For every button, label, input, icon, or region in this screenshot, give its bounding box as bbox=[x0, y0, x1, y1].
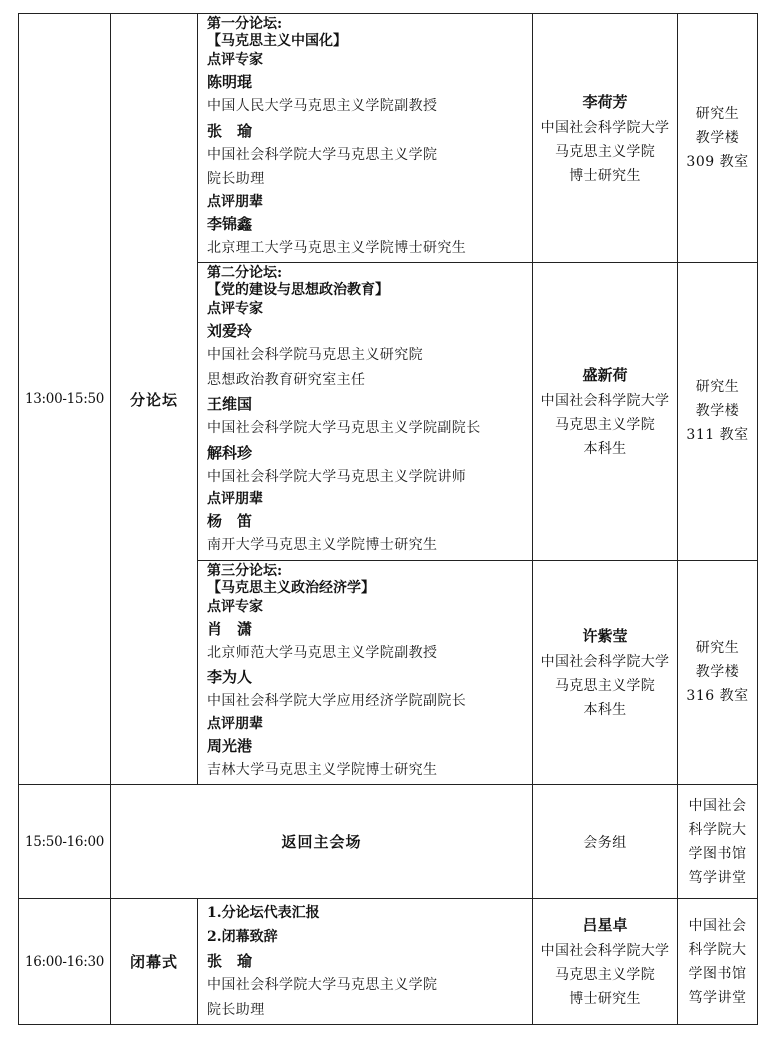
peer-name: 李锦鑫 bbox=[207, 214, 253, 233]
forum-title: 第三分论坛: bbox=[207, 562, 283, 579]
speaker-affiliation: 中国社会科学院大学马克思主义学院 bbox=[207, 977, 438, 993]
expert-affiliation: 思想政治教育研究室主任 bbox=[207, 371, 366, 388]
host-affiliation: 中国社会科学院大学 bbox=[540, 392, 670, 409]
location-line: 研究生 bbox=[695, 106, 740, 122]
location-cell bbox=[678, 785, 758, 899]
location-line: 笃学讲堂 bbox=[688, 989, 747, 1006]
return-content: 返回主会场 bbox=[111, 785, 533, 899]
speaker-affiliation: 院长助理 bbox=[207, 1001, 265, 1018]
peers-label: 点评朋辈 bbox=[207, 715, 263, 732]
expert-affiliation: 北京师范大学马克思主义学院副教授 bbox=[207, 644, 438, 661]
host-affiliation: 马克思主义学院 bbox=[554, 416, 656, 433]
peers-label: 点评朋辈 bbox=[207, 491, 263, 507]
location-line: 科学院大 bbox=[688, 821, 747, 838]
expert-affiliation: 中国社会科学院大学马克思主义学院 bbox=[207, 146, 438, 163]
forum-topic: 【马克思主义中国化】 bbox=[207, 33, 347, 49]
peers-label: 点评朋辈 bbox=[207, 193, 263, 210]
host-cell: 会务组 bbox=[533, 785, 678, 899]
location-line: 研究生 bbox=[695, 640, 740, 657]
host-name: 盛新荷 bbox=[582, 365, 628, 384]
peer-name: 杨 笛 bbox=[207, 512, 253, 530]
time-cell: 15:50-16:00 bbox=[19, 785, 111, 899]
peer-affiliation: 北京理工大学马克思主义学院博士研究生 bbox=[207, 239, 467, 256]
forum-content bbox=[198, 560, 533, 785]
expert-affiliation: 院长助理 bbox=[207, 171, 265, 187]
agenda-item: 1.分论坛代表汇报 bbox=[207, 905, 320, 921]
host-name: 许紫莹 bbox=[582, 626, 628, 645]
location-line: 教学楼 bbox=[695, 664, 740, 681]
expert-affiliation: 中国人民大学马克思主义学院副教授 bbox=[207, 98, 438, 114]
forum-title: 第二分论坛: bbox=[207, 265, 283, 281]
peer-affiliation: 吉林大学马克思主义学院博士研究生 bbox=[207, 761, 438, 778]
session-type-cell: 分论坛 bbox=[111, 14, 198, 785]
location-line: 中国社会 bbox=[688, 797, 747, 814]
time-cell: 13:00-15:50 bbox=[19, 14, 111, 785]
forum-topic: 【党的建设与思想政治教育】 bbox=[207, 282, 389, 298]
host-cell bbox=[533, 560, 678, 785]
speaker-name: 张 瑜 bbox=[207, 952, 253, 970]
host-name: 吕星卓 bbox=[582, 916, 628, 934]
expert-name: 张 瑜 bbox=[207, 121, 253, 140]
agenda-item: 2.闭幕致辞 bbox=[207, 929, 278, 945]
location-line: 309 教室 bbox=[686, 154, 749, 170]
forum-topic: 【马克思主义政治经济学】 bbox=[207, 579, 375, 596]
location-line: 笃学讲堂 bbox=[688, 869, 747, 886]
host-affiliation: 马克思主义学院 bbox=[554, 143, 656, 160]
host-affiliation: 马克思主义学院 bbox=[554, 967, 656, 983]
location-line: 学图书馆 bbox=[688, 845, 747, 862]
location-line: 学图书馆 bbox=[688, 965, 747, 982]
expert-name: 陈明琨 bbox=[207, 73, 253, 91]
host-affiliation: 博士研究生 bbox=[569, 167, 641, 184]
table-row bbox=[19, 899, 758, 1025]
expert-name: 刘爱玲 bbox=[207, 322, 253, 340]
location-line: 研究生 bbox=[695, 379, 740, 396]
session-type-cell: 闭幕式 bbox=[111, 899, 198, 1025]
host-cell bbox=[533, 14, 678, 263]
forum-content bbox=[198, 263, 533, 561]
location-line: 316 教室 bbox=[686, 688, 749, 705]
host-cell bbox=[533, 899, 678, 1025]
host-affiliation: 本科生 bbox=[583, 701, 627, 718]
expert-name: 肖 潇 bbox=[207, 619, 253, 638]
host-affiliation: 中国社会科学院大学 bbox=[540, 653, 670, 670]
forum-content bbox=[198, 14, 533, 263]
expert-affiliation: 中国社会科学院大学马克思主义学院讲师 bbox=[207, 468, 467, 485]
location-line: 科学院大 bbox=[688, 941, 747, 958]
location-line: 中国社会 bbox=[688, 917, 747, 934]
location-cell bbox=[678, 263, 758, 561]
experts-label: 点评专家 bbox=[207, 598, 263, 615]
location-cell bbox=[678, 560, 758, 785]
table-row bbox=[19, 14, 758, 263]
experts-label: 点评专家 bbox=[207, 52, 263, 68]
peer-name: 周光港 bbox=[207, 736, 253, 755]
host-affiliation: 本科生 bbox=[583, 440, 627, 457]
location-line: 教学楼 bbox=[695, 130, 740, 146]
host-cell bbox=[533, 263, 678, 561]
location-cell bbox=[678, 899, 758, 1025]
closing-content bbox=[198, 899, 533, 1025]
host-affiliation: 马克思主义学院 bbox=[554, 677, 656, 694]
time-cell: 16:00-16:30 bbox=[19, 899, 111, 1025]
table-row bbox=[19, 785, 758, 899]
expert-affiliation: 中国社会科学院大学马克思主义学院副院长 bbox=[207, 420, 481, 436]
location-line: 311 教室 bbox=[686, 427, 749, 444]
location-cell bbox=[678, 14, 758, 263]
forum-title: 第一分论坛: bbox=[207, 16, 283, 32]
location-line: 教学楼 bbox=[695, 403, 740, 420]
schedule-table bbox=[18, 13, 758, 1025]
host-affiliation: 博士研究生 bbox=[569, 991, 641, 1007]
expert-affiliation: 中国社会科学院大学应用经济学院副院长 bbox=[207, 693, 467, 709]
expert-affiliation: 中国社会科学院马克思主义研究院 bbox=[207, 347, 423, 363]
experts-label: 点评专家 bbox=[207, 301, 263, 317]
expert-name: 李为人 bbox=[207, 668, 253, 686]
expert-name: 王维国 bbox=[207, 395, 253, 413]
expert-name: 解科珍 bbox=[207, 443, 253, 462]
peer-affiliation: 南开大学马克思主义学院博士研究生 bbox=[207, 537, 438, 553]
host-name: 李荷芳 bbox=[582, 92, 628, 111]
host-affiliation: 中国社会科学院大学 bbox=[540, 943, 670, 959]
host-affiliation: 中国社会科学院大学 bbox=[540, 119, 670, 136]
